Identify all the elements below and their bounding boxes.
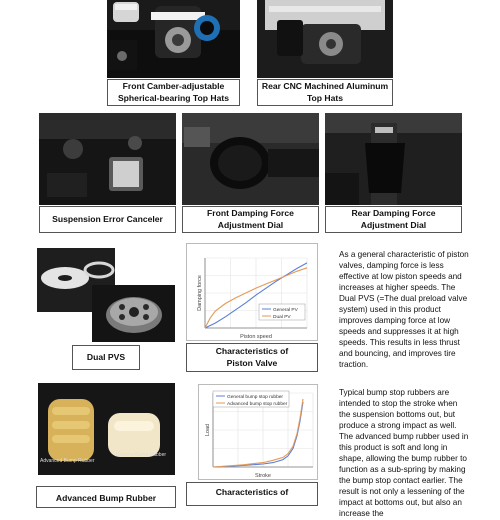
piston-valve-chart-svg [187,244,317,340]
legend-entry: Dual PV [273,315,291,320]
advanced-bump-rubber-photo-label: Advanced Bump Rubber [40,458,95,464]
front-top-hats-caption: Front Camber-adjustable Spherical-bearing Top Hats [107,79,240,106]
piston-valve-chart [186,243,318,341]
bump-stop-caption: Characteristics of [186,482,318,506]
error-canceler-photo [39,113,176,205]
legend-entry: General PV [273,308,298,313]
rear-top-hat-photo [257,0,393,78]
y-axis-label: Damping force [197,275,203,311]
front-dial-photo [182,113,319,205]
front-dial-caption: Front Damping Force Adjustment Dial [182,206,319,233]
bump-stop-chart-svg [199,385,317,479]
pvs-paragraph: As a general characteristic of piston valves, damping force is less effective at low piston speeds and increases at higher speeds. The Dual PVS (=The dual preload valve system) used in this product improves damping force at low speeds and suppresses it at high speeds. This results in less thrust and bouncing, and improves tire traction. [339,250,469,369]
error-canceler-caption: Suspension Error Canceler [39,206,176,233]
front-top-hat-photo [107,0,240,78]
x-axis-label: Stroke [255,473,271,479]
piston-valve-caption: Characteristics of Piston Valve [186,343,318,372]
bump-rubber-caption: Advanced Bump Rubber [36,486,176,508]
rear-dial-photo [325,113,462,205]
x-axis-label: Piston speed [240,334,272,340]
dual-pvs-caption: Dual PVS [72,345,140,370]
pvs-piston-photo [92,285,175,342]
legend-entry: Advanced bump stop rubber [227,402,288,407]
bump-paragraph: Typical bump stop rubbers are intended to stop the stroke when the suspension bottoms out, but produce a strong impact as well. The advanced bump rubber used in this product is soft and long in shape, allowing the bump rubber to function as a sub-spring by making the bump stop contact earlier. The result is not only a lessening of the impact at bottoms out, but also an increase the [339,388,469,518]
bump-stop-chart [198,384,318,480]
general-bump-rubber-photo-label: General Bump Rubber [116,452,167,458]
rear-dial-caption: Rear Damping Force Adjustment Dial [325,206,462,233]
rear-top-hats-caption: Rear CNC Machined Aluminum Top Hats [257,79,393,106]
legend-entry: General bump stop rubber [227,395,283,400]
series-line-1 [213,399,303,467]
y-axis-label: Load [205,423,211,437]
